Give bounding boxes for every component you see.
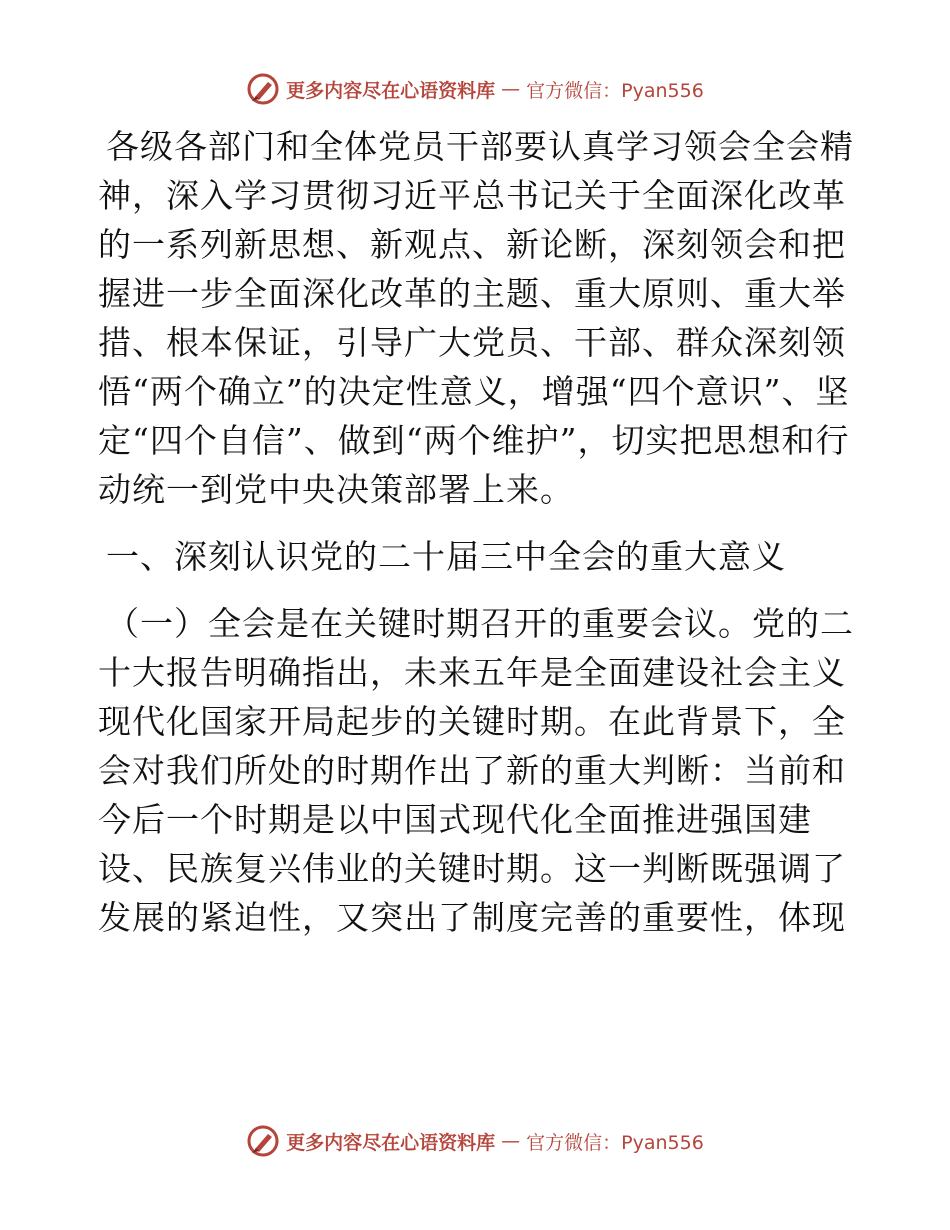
footer-contact-text: 官方微信：Pyan556 <box>526 1131 704 1154</box>
pen-circle-icon <box>246 1124 280 1158</box>
pen-circle-icon <box>246 72 280 106</box>
footer-promo-text: 更多内容尽在心语资料库 <box>286 1131 496 1154</box>
header-contact-text: 官方微信：Pyan556 <box>526 79 704 102</box>
header-promo-text: 更多内容尽在心语资料库 <box>286 79 496 102</box>
section-heading-1: 一、深刻认识党的二十届三中全会的重大意义 <box>106 537 786 576</box>
footer-banner <box>0 1124 950 1158</box>
paragraph-1: 各级各部门和全体党员干部要认真学习领会全会精神，深入学习贯彻习近平总书记关于全面深化改革的一系列新思想、新观点、新论断，深刻领会和把握进一步全面深化改革的主题、重大原则、重大举措、根本保证，引导广大党员、干部、群众深刻领悟“两个确立”的决定性意义，增强“四个意识”、坚定“四个自信”、做到“两个维护”，切实把思想和行动统一到党中央决策部署上来。 <box>98 127 854 509</box>
document-body <box>98 122 858 942</box>
footer-separator: — <box>501 1130 521 1152</box>
paragraph-2: （一）全会是在关键时期召开的重要会议。党的二十大报告明确指出，未来五年是全面建设社会主义现代化国家开局起步的关键时期。在此背景下，全会对我们所处的时期作出了新的重大判断：当前和今后一个时期是以中国式现代化全面推进强国建设、民族复兴伟业的关键时期。这一判断既强调了发展的紧迫性，又突出了制度完善的重要性，体现 <box>98 604 854 937</box>
header-banner <box>0 72 950 106</box>
header-separator: — <box>501 78 521 100</box>
